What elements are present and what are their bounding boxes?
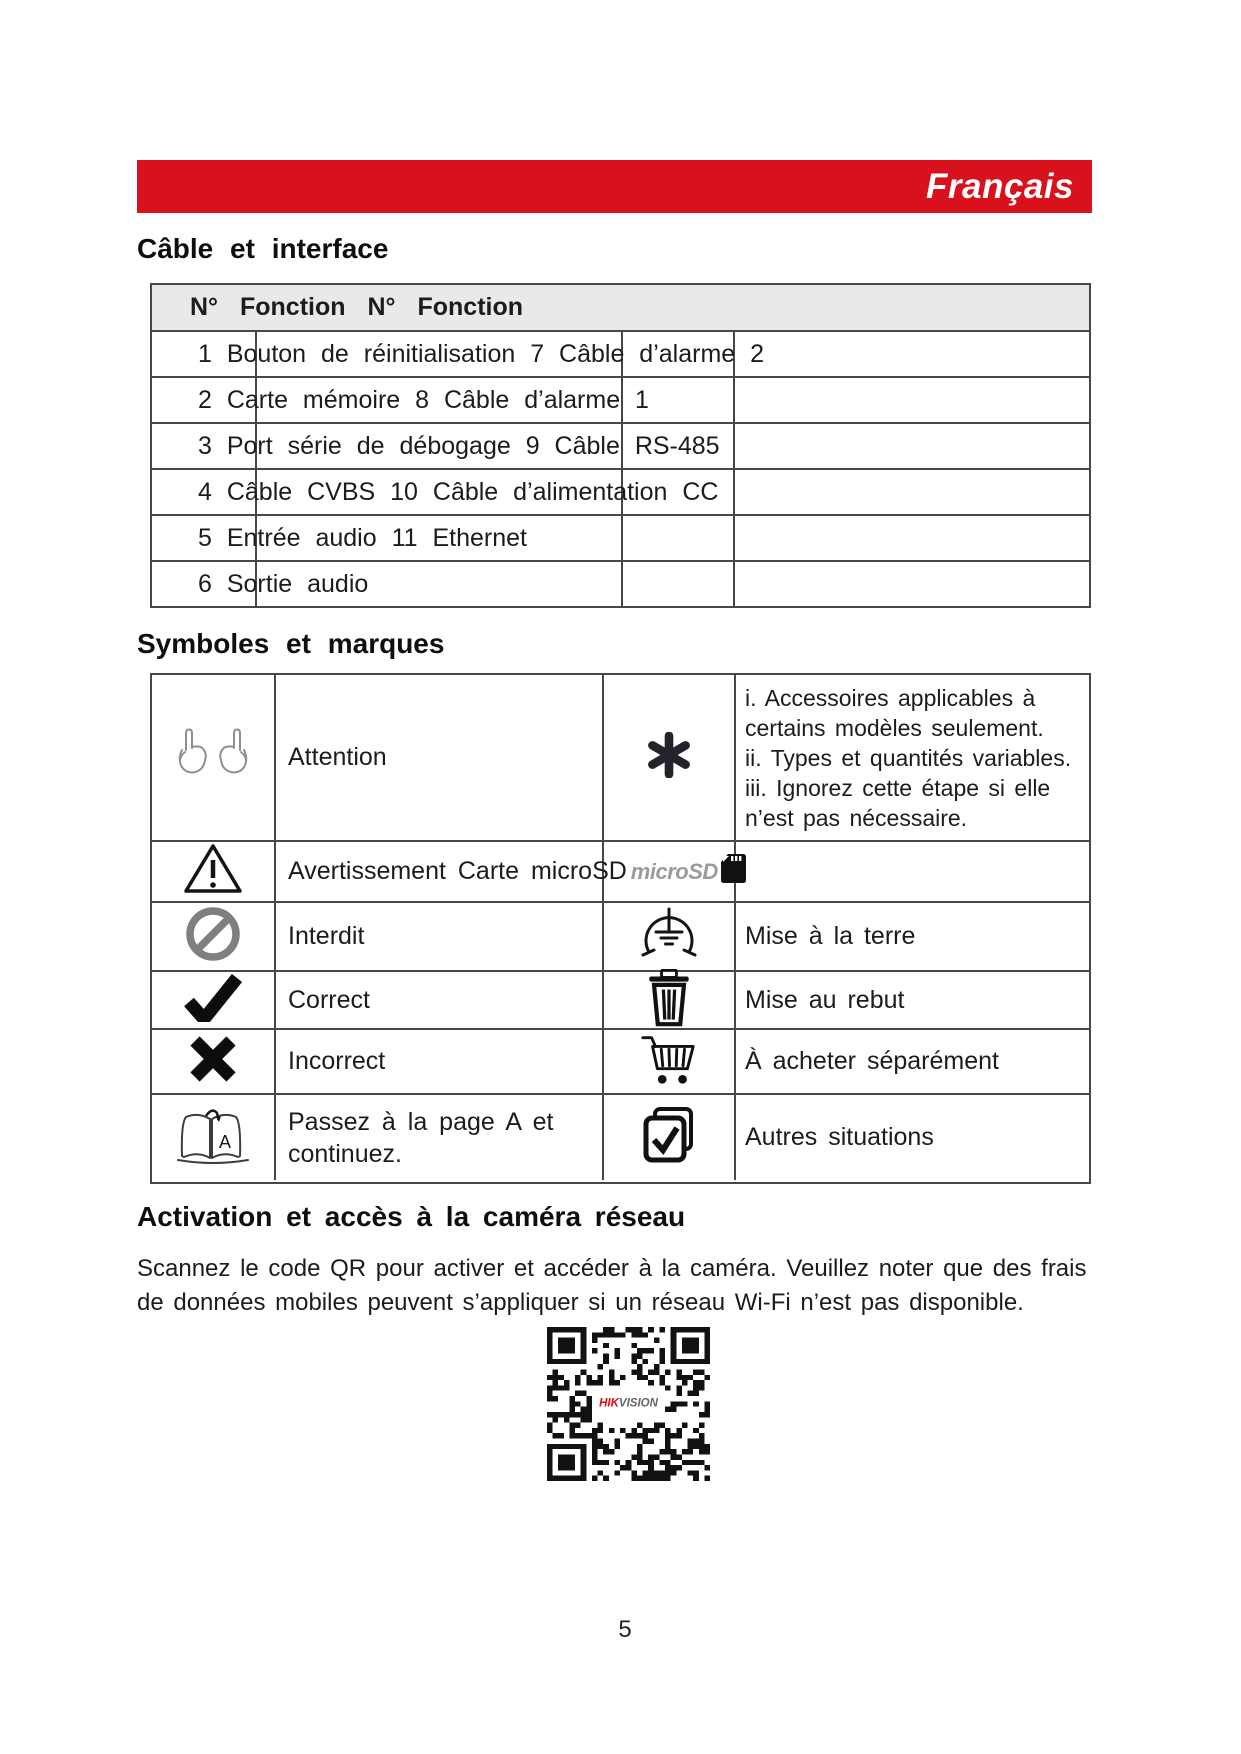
book-page-icon	[173, 1105, 253, 1170]
symbol-note: i. Accessoires applicables à certains modèles seulement. ii. Types et quantités variables. iii. Ignorez cette étape si elle n’est pas nécessaire.	[736, 675, 1089, 842]
symbols-heading: Symboles et marques	[137, 628, 445, 659]
activation-heading: Activation et accès à la caméra réseau	[137, 1201, 686, 1232]
table-row: 3 Port série de débogage 9 Câble RS-485	[152, 424, 1089, 470]
symbol-label: Incorrect	[276, 1030, 604, 1095]
microsd-logo: microSD	[631, 853, 747, 890]
page-number: 5	[618, 1616, 632, 1643]
symbol-cell	[604, 903, 736, 972]
checkmark-icon	[184, 974, 242, 1027]
symbol-cell	[152, 842, 276, 903]
hik-logo-hik: HIK	[599, 1397, 619, 1410]
symbol-cell	[152, 1030, 276, 1095]
prohibited-icon	[184, 905, 242, 968]
symbol-cell	[604, 972, 736, 1030]
cross-icon	[187, 1033, 239, 1090]
symbol-cell	[604, 1095, 736, 1180]
symbol-note: Mise au rebut	[736, 972, 1089, 1030]
symbols-table	[150, 673, 1091, 1184]
symbol-note: Autres situations	[745, 1123, 934, 1151]
shopping-cart-icon	[639, 1030, 699, 1093]
table-row: 2 Carte mémoire 8 Câble d’alarme 1	[152, 378, 1089, 424]
symbol-label: Correct	[276, 972, 604, 1030]
symbol-label: Passez à la page A et continuez.	[276, 1095, 604, 1180]
symbol-cell	[152, 972, 276, 1030]
symbol-cell	[604, 675, 736, 842]
table-row: 6 Sortie audio	[198, 569, 369, 598]
symbol-note: Mise à la terre	[736, 903, 1089, 972]
symbol-note: À acheter séparément	[736, 1030, 1089, 1095]
language-label: Français	[926, 166, 1074, 206]
table-row: 1 Bouton de réinitialisation 7 Câble d’alarme 2	[152, 332, 1089, 378]
francais-banner	[137, 160, 1092, 213]
symbol-cell	[604, 1030, 736, 1095]
symbol-cell	[152, 903, 276, 972]
heavy-asterisk-icon	[646, 732, 692, 783]
table-row: 5 Entrée audio 11 Ethernet	[152, 516, 1089, 562]
table-header-row: N° Fonction N° Fonction	[152, 285, 1089, 332]
trash-bin-icon	[644, 969, 694, 1032]
sd-card-icon	[718, 853, 747, 890]
activation-paragraph: Scannez le code QR pour activer et accéder à la caméra. Veuillez noter que des frais de données mobiles peuvent s’appliquer si un réseau Wi-Fi n’est pas disponible.	[137, 1255, 1087, 1316]
warning-triangle-icon	[182, 841, 244, 902]
symbol-label: Attention	[276, 675, 604, 842]
grounding-icon	[640, 907, 698, 966]
svg-text:A: A	[219, 1132, 232, 1152]
symbol-label: Interdit	[276, 903, 604, 972]
checked-document-icon	[642, 1106, 696, 1169]
hands-attention-icon	[165, 724, 261, 791]
cable-interface-heading: Câble et interface	[137, 233, 389, 264]
symbol-cell	[152, 1095, 276, 1180]
qr-code	[547, 1327, 710, 1481]
hik-logo-vision: VISION	[618, 1397, 658, 1410]
symbol-cell	[152, 675, 276, 842]
hikvision-logo	[595, 1395, 662, 1413]
cable-interface-table	[150, 283, 1091, 608]
table-row: 4 Câble CVBS 10 Câble d’alimentation CC	[152, 470, 1089, 516]
empty-cell	[736, 842, 1089, 903]
symbol-label: Avertissement Carte microSD microSD	[276, 842, 604, 903]
